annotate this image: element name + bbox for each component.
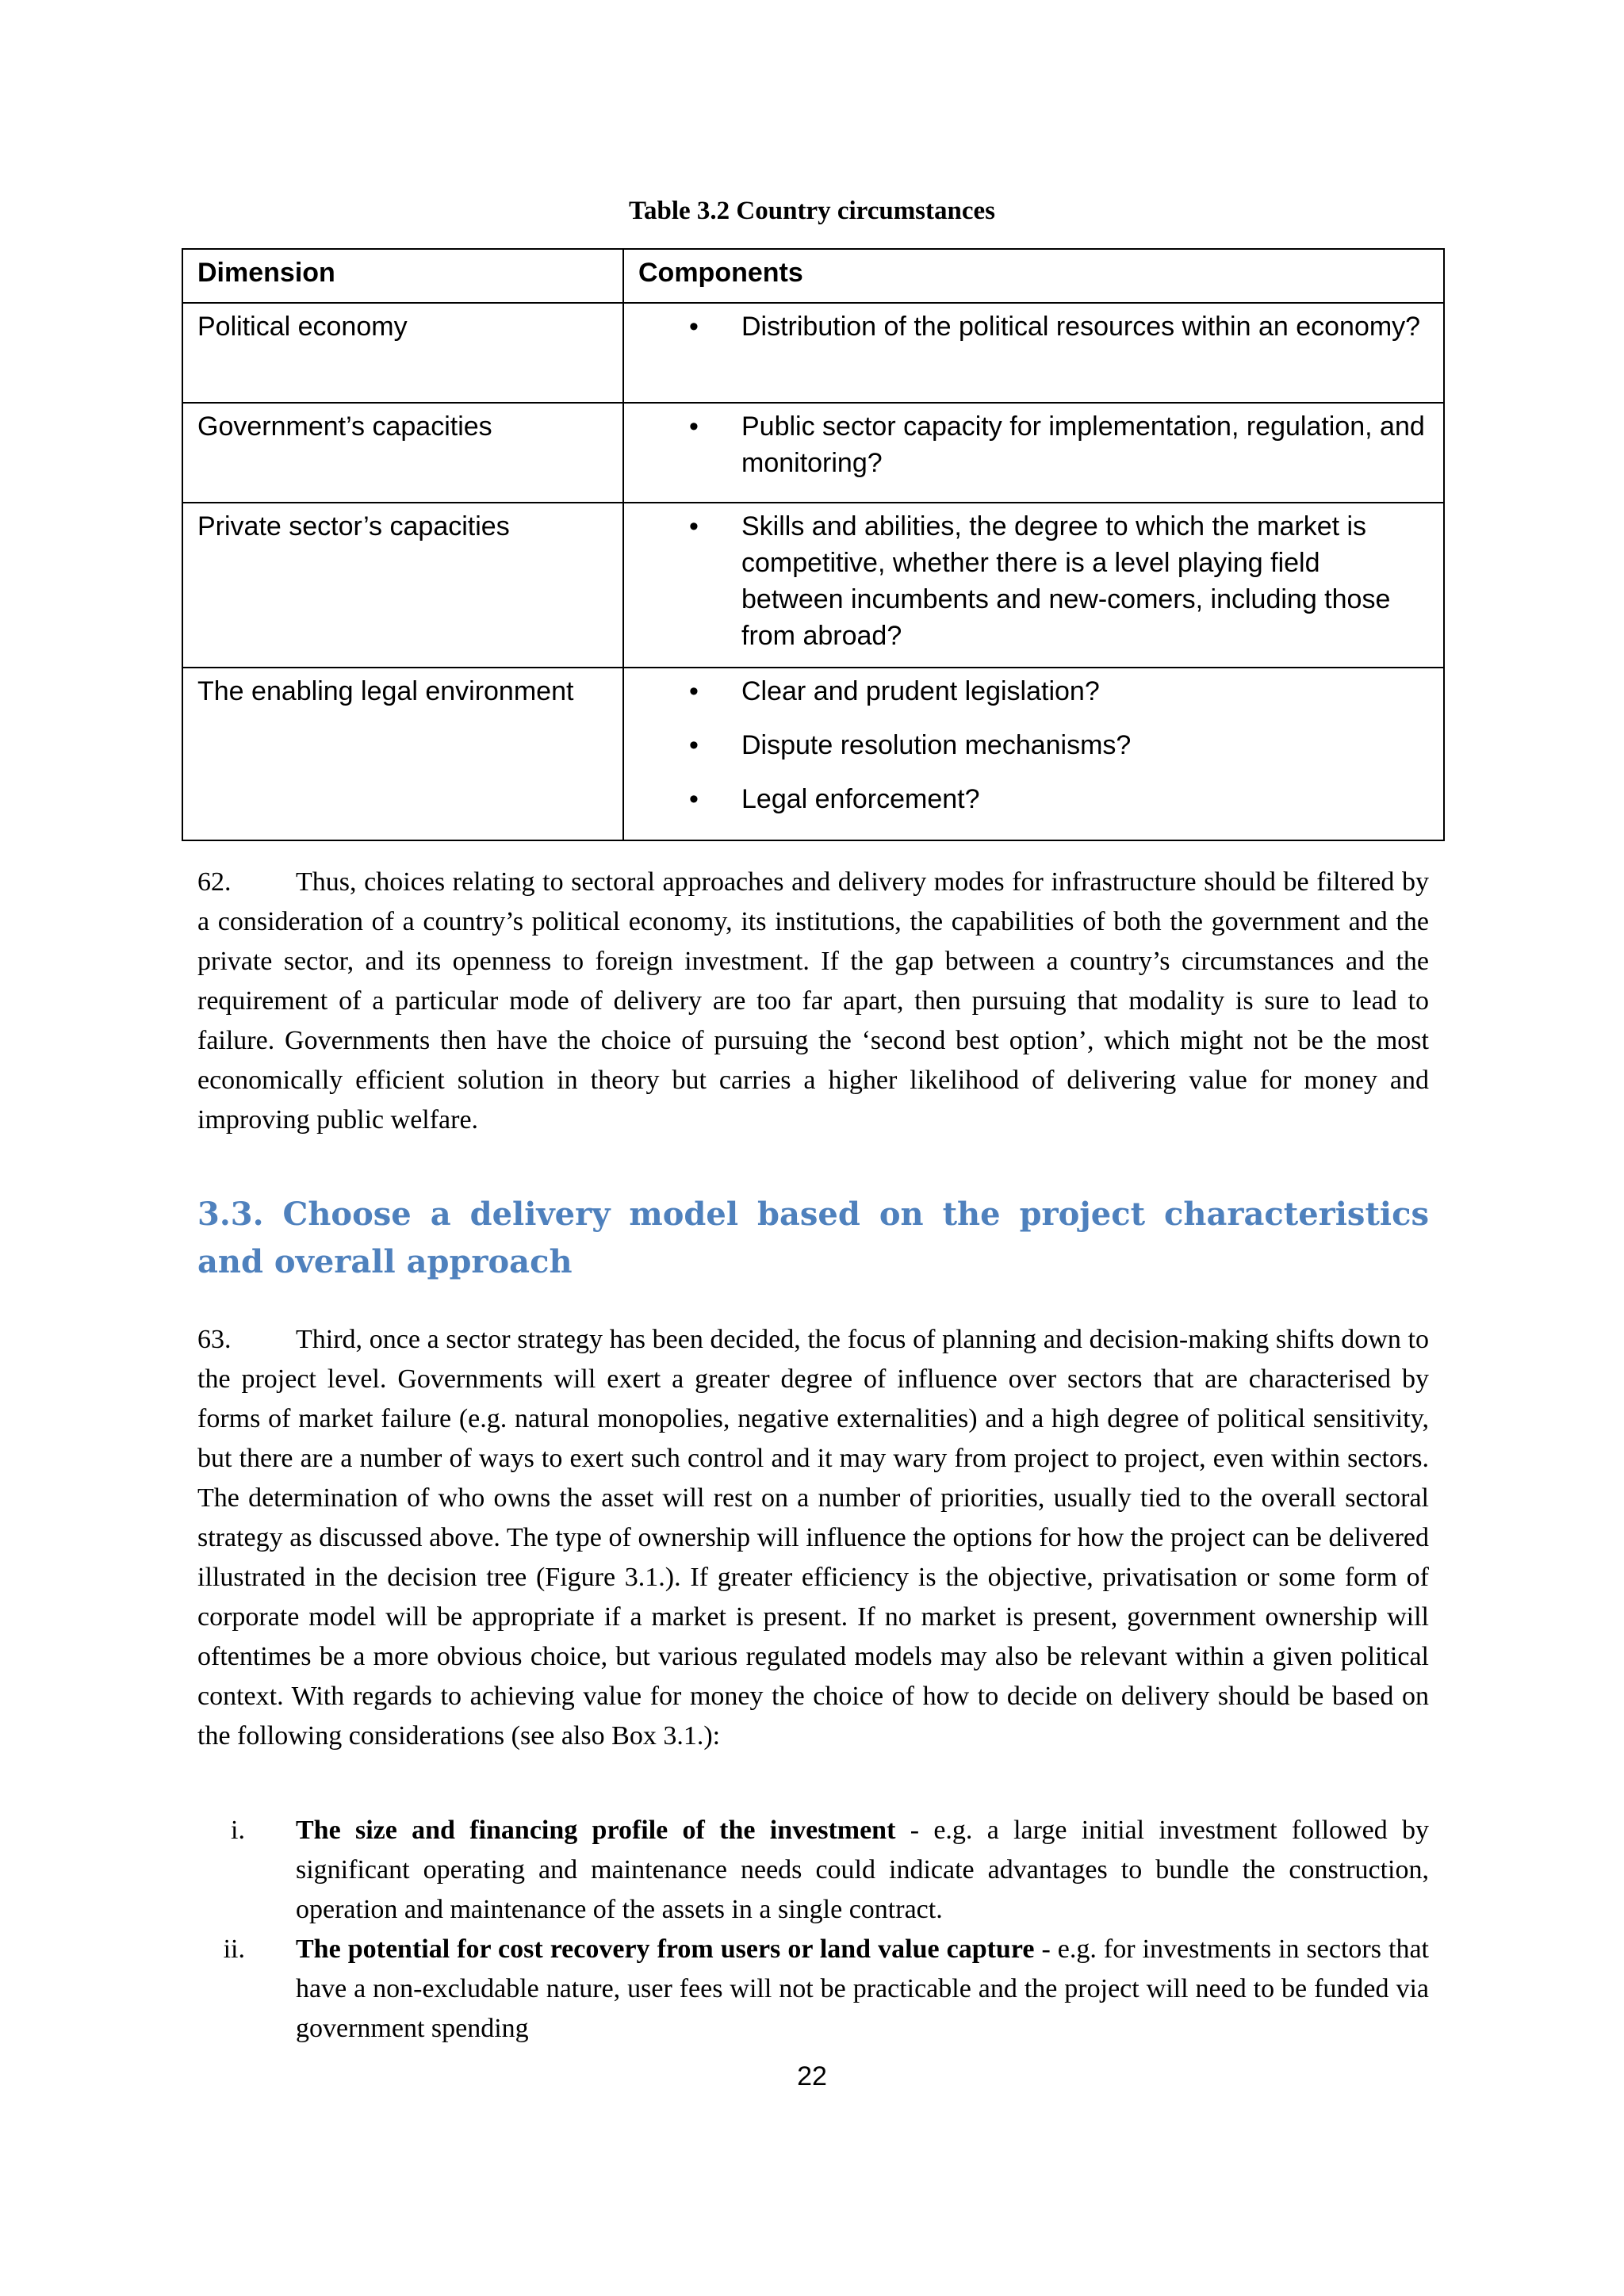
page-number: 22 [797,2061,827,2091]
section-heading: 3.3. Choose a delivery model based on the project characteristics and overall approach [197,1196,1429,1280]
consideration-text: - e.g. a large initial investment followed by significant operating and maintenance needs could indicate advantages to bundle the construction, operation and maintenance of the assets in a single contract. [296,1816,1429,1924]
dimension-cell: Government’s capacities [182,403,623,503]
components-cell [623,503,1444,668]
bullet-icon: • [689,511,699,541]
consideration-item [197,1930,1429,2049]
paragraph-number: 63. [197,1325,232,1354]
country-circumstances-table [182,248,1445,841]
components-cell [623,303,1444,403]
component-item: • Clear and prudent legislation? [689,673,1429,710]
table-header-row [182,249,1444,303]
bullet-icon: • [689,676,699,706]
table-row [182,503,1444,668]
paragraph-63 [197,1320,1429,1756]
component-item: • Public sector capacity for implementation, regulation, and monitoring? [689,408,1429,481]
bullet-icon: • [689,730,699,760]
table-caption: Table 3.2 Country circumstances [629,197,995,225]
components-cell [623,403,1444,503]
consideration-item [197,1811,1429,1930]
column-header-dimension: Dimension [182,249,623,303]
component-item: • Distribution of the political resources within an economy? [689,308,1429,345]
paragraph-62 [197,863,1429,1140]
consideration-title: The size and financing profile of the investment [296,1816,896,1845]
dimension-cell: The enabling legal environment [182,668,623,840]
consideration-text: - e.g. for investments in sectors that have a non-excludable nature, user fees will not be practicable and the project will need to be funded via government spending [296,1934,1429,2043]
consideration-title: The potential for cost recovery from users or land value capture [296,1934,1035,1964]
paragraph-text: Thus, choices relating to sectoral approaches and delivery modes for infrastructure should be filtered by a consideration of a country’s political economy, its institutions, the capabilities of both the government and the private sector, and its openness to foreign investment. If the gap between a country’s circumstances and the requirement of a particular mode of delivery are too far apart, then pursuing that modality is sure to lead to failure. Governments then have the choice of pursuing the ‘second best option’, which might not be the most economically efficient solution in theory but carries a higher likelihood of delivering value for money and improving public welfare. [197,867,1429,1135]
bullet-icon: • [689,784,699,814]
bullet-icon: • [689,312,699,342]
paragraph-number: 62. [197,867,232,897]
considerations-list [197,1811,1429,2049]
dimension-cell: Political economy [182,303,623,403]
column-header-components: Components [623,249,1444,303]
table-row [182,668,1444,840]
paragraph-text: Third, once a sector strategy has been decided, the focus of planning and decision-making shifts down to the project level. Governments will exert a greater degree of influence over sectors that are characterised by forms of market failure (e.g. natural monopolies, negative externalities) and a high degree of political sensitivity, but there are a number of ways to exert such control and it may wary from project to project, even within sectors. The determination of who owns the asset will rest on a number of priorities, usually tied to the overall sectoral strategy as discussed above. The type of ownership will influence the options for how the project can be delivered illustrated in the decision tree (Figure 3.1.). If greater efficiency is the objective, privatisation or some form of corporate model will be appropriate if a market is present. If no market is present, government ownership will oftentimes be a more obvious choice, but various regulated models may also be relevant within a given political context. With regards to achieving value for money the choice of how to decide on delivery should be based on the following considerations (see also Box 3.1.): [197,1325,1429,1751]
component-item: • Legal enforcement? [689,781,1429,817]
component-item: • Skills and abilities, the degree to which the market is competitive, whether there is a level playing field between incumbents and new-comers, including those from abroad? [689,508,1429,654]
list-numeral: ii. [223,1934,245,1964]
dimension-cell: Private sector’s capacities [182,503,623,668]
list-numeral: i. [231,1816,245,1845]
table-row [182,303,1444,403]
bullet-icon: • [689,411,699,442]
component-item: • Dispute resolution mechanisms? [689,727,1429,763]
components-cell [623,668,1444,840]
table-row [182,403,1444,503]
